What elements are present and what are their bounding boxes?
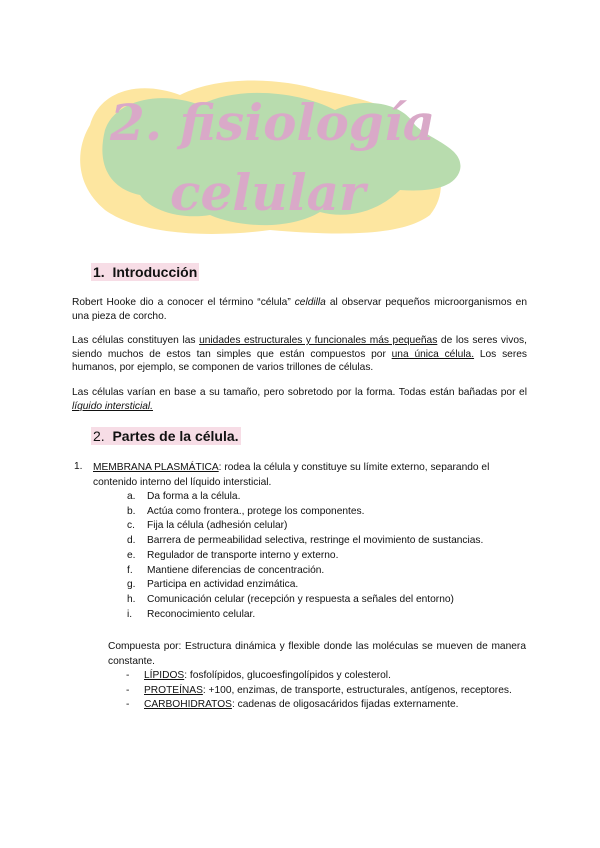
list-item: d. Barrera de permeabilidad selectiva, restringe el movimiento de sustancias.	[127, 535, 484, 547]
section-1-title: Introducción	[112, 264, 198, 280]
paragraph-hooke: Robert Hooke dio a conocer el término “célula” celdilla al observar pequeños microorganismos en una pieza de corcho.	[72, 297, 527, 322]
membrane-functions-list	[127, 490, 483, 622]
section-2-title: Partes de la célula.	[112, 428, 239, 444]
section-1-number: 1.	[93, 264, 105, 280]
banner-line-1: 2. fisiología	[110, 93, 436, 152]
membrane-label: MEMBRANA PLASMÁTICA	[93, 462, 219, 473]
component-item: - CARBOHIDRATOS: cadenas de oligosacáridos fijadas externamente.	[126, 699, 459, 710]
list-item: b. Actúa como frontera., protege los componentes.	[127, 505, 365, 517]
section-2-heading	[91, 427, 245, 445]
list-item: h. Comunicación celular (recepción y respuesta a señales del entorno)	[127, 593, 454, 605]
section-2-number: 2.	[93, 428, 105, 444]
paragraph-units: Las células constituyen las unidades estructurales y funcionales más pequeñas de los seres vivos, siendo muchos de estos tan simples que están compuestos por una única célula. Los seres humanos, por ejemplo, se componen de varios trillones de células.	[72, 335, 527, 373]
composition-intro: Compuesta por: Estructura dinámica y flexible donde las moléculas se mueven de manera constante.	[108, 641, 526, 667]
component-item: - LÍPIDOS: fosfolípidos, glucoesfingolípidos y colesterol.	[126, 670, 391, 681]
list-item: a. Da forma a la célula.	[127, 491, 241, 502]
list-item: g. Participa en actividad enzimática.	[127, 579, 299, 591]
list-item: c. Fija la célula (adhesión celular)	[127, 520, 288, 532]
section-1-heading	[91, 263, 203, 281]
membrane-item: 1. MEMBRANA PLASMÁTICA: rodea la célula y constituye su límite externo, separando el contenido interno del líquido intersticial.	[74, 461, 490, 488]
title-banner	[70, 70, 470, 240]
term-celdilla: celdilla	[294, 297, 326, 308]
paragraph-shapes: Las células varían en base a su tamaño, pero sobretodo por la forma. Todas están bañadas por el líquido intersticial.	[72, 387, 527, 412]
components-list	[126, 669, 526, 713]
banner-line-2: celular	[170, 163, 366, 222]
list-item: f. Mantiene diferencias de concentración.	[127, 564, 325, 576]
component-item: - PROTEÍNAS: +100, enzimas, de transporte, estructurales, antígenos, receptores.	[126, 684, 512, 696]
list-item: e. Regulador de transporte interno y externo.	[127, 549, 339, 561]
list-item: i. Reconocimiento celular.	[127, 608, 256, 620]
